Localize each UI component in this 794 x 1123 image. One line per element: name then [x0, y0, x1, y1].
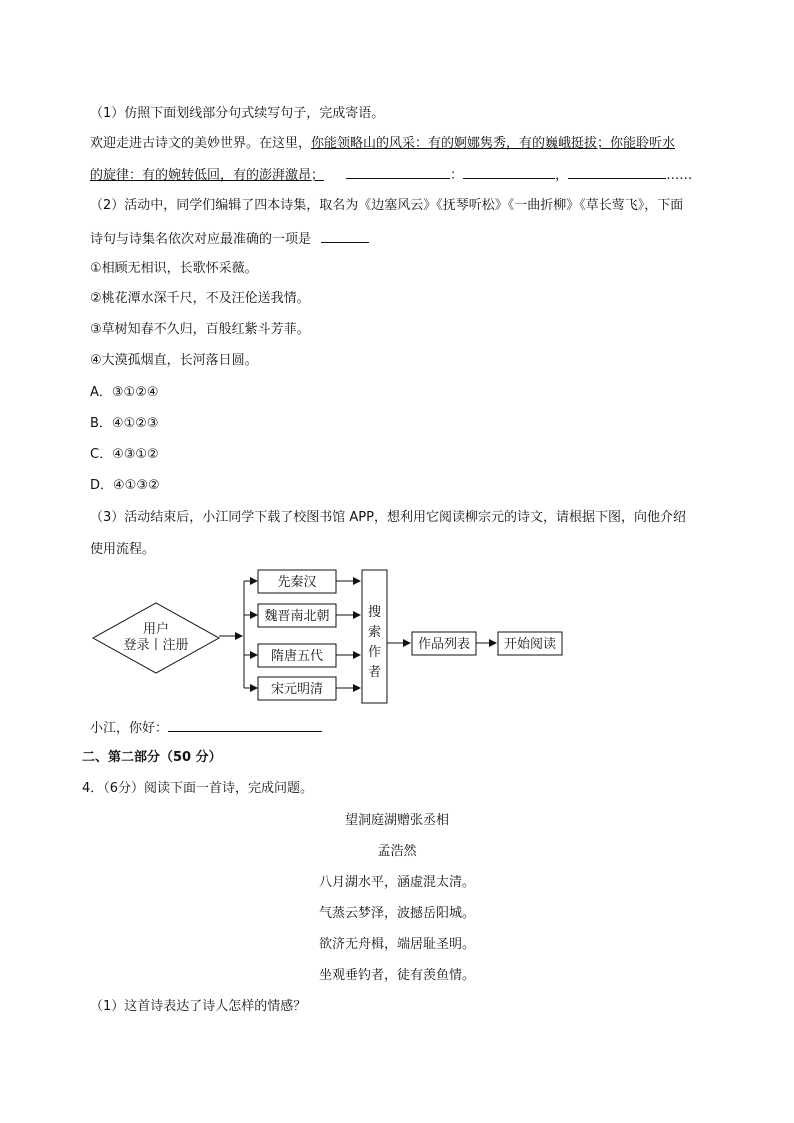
flow-era-4: 宋元明清 [270, 682, 324, 697]
q2-option-c[interactable]: C．④③①② [90, 447, 159, 462]
q4-sub1: （1）这首诗表达了诗人怎样的情感？ [90, 999, 307, 1014]
flow-era-3: 隋唐五代 [270, 649, 324, 664]
q3-prompt-line1: （3）活动结束后，小江同学下载了校图书馆 APP，想利用它阅读柳宗元的诗文，请根据下图，向他介绍 [90, 510, 686, 525]
part2-heading: 二、第二部分（50 分） [82, 750, 222, 765]
q2-prompt-line2 [90, 228, 369, 250]
q1-answer-blank-3[interactable] [568, 164, 666, 179]
poem-line-1: 八月湖水平，涵虚混太清。 [318, 875, 475, 890]
flow-user-label-2: 登录丨注册 [123, 638, 189, 653]
q1-line2-underlined: 的旋律：有的婉转低回，有的澎湃激昂； [90, 168, 325, 183]
q2-item-4: ④大漠孤烟直，长河落日圆。 [90, 353, 258, 368]
q1-colon: ： [450, 168, 464, 183]
q2-option-d[interactable]: D．④①③② [90, 478, 160, 493]
q1-comma: ， [555, 168, 569, 183]
flow-start-label: 开始阅读 [503, 637, 557, 652]
q1-line1 [90, 134, 675, 154]
q3-reply [90, 717, 322, 739]
q1-line1-underlined: 你能领略山的风采：有的婀娜隽秀，有的巍峨挺拔；你能聆听水 [311, 136, 676, 151]
q2-answer-blank[interactable] [321, 228, 369, 243]
q1-answer-blank-1[interactable] [346, 164, 450, 179]
flow-era-1: 先秦汉 [277, 575, 317, 590]
flow-search-char-4: 者 [367, 665, 382, 680]
flow-works-label: 作品列表 [417, 637, 471, 652]
flow-search-char-1: 搜 [367, 605, 382, 620]
q3-prompt-line2: 使用流程。 [90, 542, 156, 557]
poem-line-3: 欲济无舟楫，端居耻圣明。 [318, 937, 475, 952]
poem-line-2: 气蒸云梦泽，波撼岳阳城。 [318, 906, 475, 921]
q2-prompt-line1: （2）活动中，同学们编辑了四本诗集，取名为《边塞风云》《抚琴听松》《一曲折柳》《草长莺飞》，下面 [90, 198, 684, 213]
q2-item-2: ②桃花潭水深千尺，不及汪伦送我情。 [90, 291, 310, 306]
q2-option-b[interactable]: B．④①②③ [90, 416, 159, 431]
flow-search-char-3: 作 [367, 645, 382, 660]
q2-option-a[interactable]: A．③①②④ [90, 385, 159, 400]
poem-line-4: 坐观垂钓者，徒有羡鱼情。 [318, 968, 475, 983]
q1-answer-blank-2[interactable] [463, 164, 555, 179]
q1-line1-plain: 欢迎走进古诗文的美妙世界。在这里， [90, 136, 312, 151]
poem-title: 望洞庭湖赠张丞相 [344, 813, 449, 828]
q2-item-1: ①相顾无相识，长歌怀采薇。 [90, 261, 258, 276]
q4-prompt: 4．（6分）阅读下面一首诗，完成问题。 [82, 781, 314, 796]
poem-author: 孟浩然 [377, 844, 417, 859]
q1-prompt: （1）仿照下面划线部分句式续写句子，完成寄语。 [90, 106, 385, 121]
q3-reply-label: 小江，你好： [90, 721, 169, 736]
q1-line2 [90, 164, 692, 186]
flow-user-label-1: 用户 [142, 622, 170, 637]
flowchart [0, 560, 794, 710]
flow-search-char-2: 索 [367, 625, 382, 640]
q2-prompt-text: 诗句与诗集名依次对应最准确的一项是 [90, 232, 312, 247]
flow-era-2: 魏晋南北朝 [264, 609, 330, 624]
q3-answer-blank[interactable] [168, 717, 322, 732]
q2-item-3: ③草树知春不久归，百般红紫斗芳菲。 [90, 322, 310, 337]
q1-ellipsis: …… [666, 168, 693, 183]
